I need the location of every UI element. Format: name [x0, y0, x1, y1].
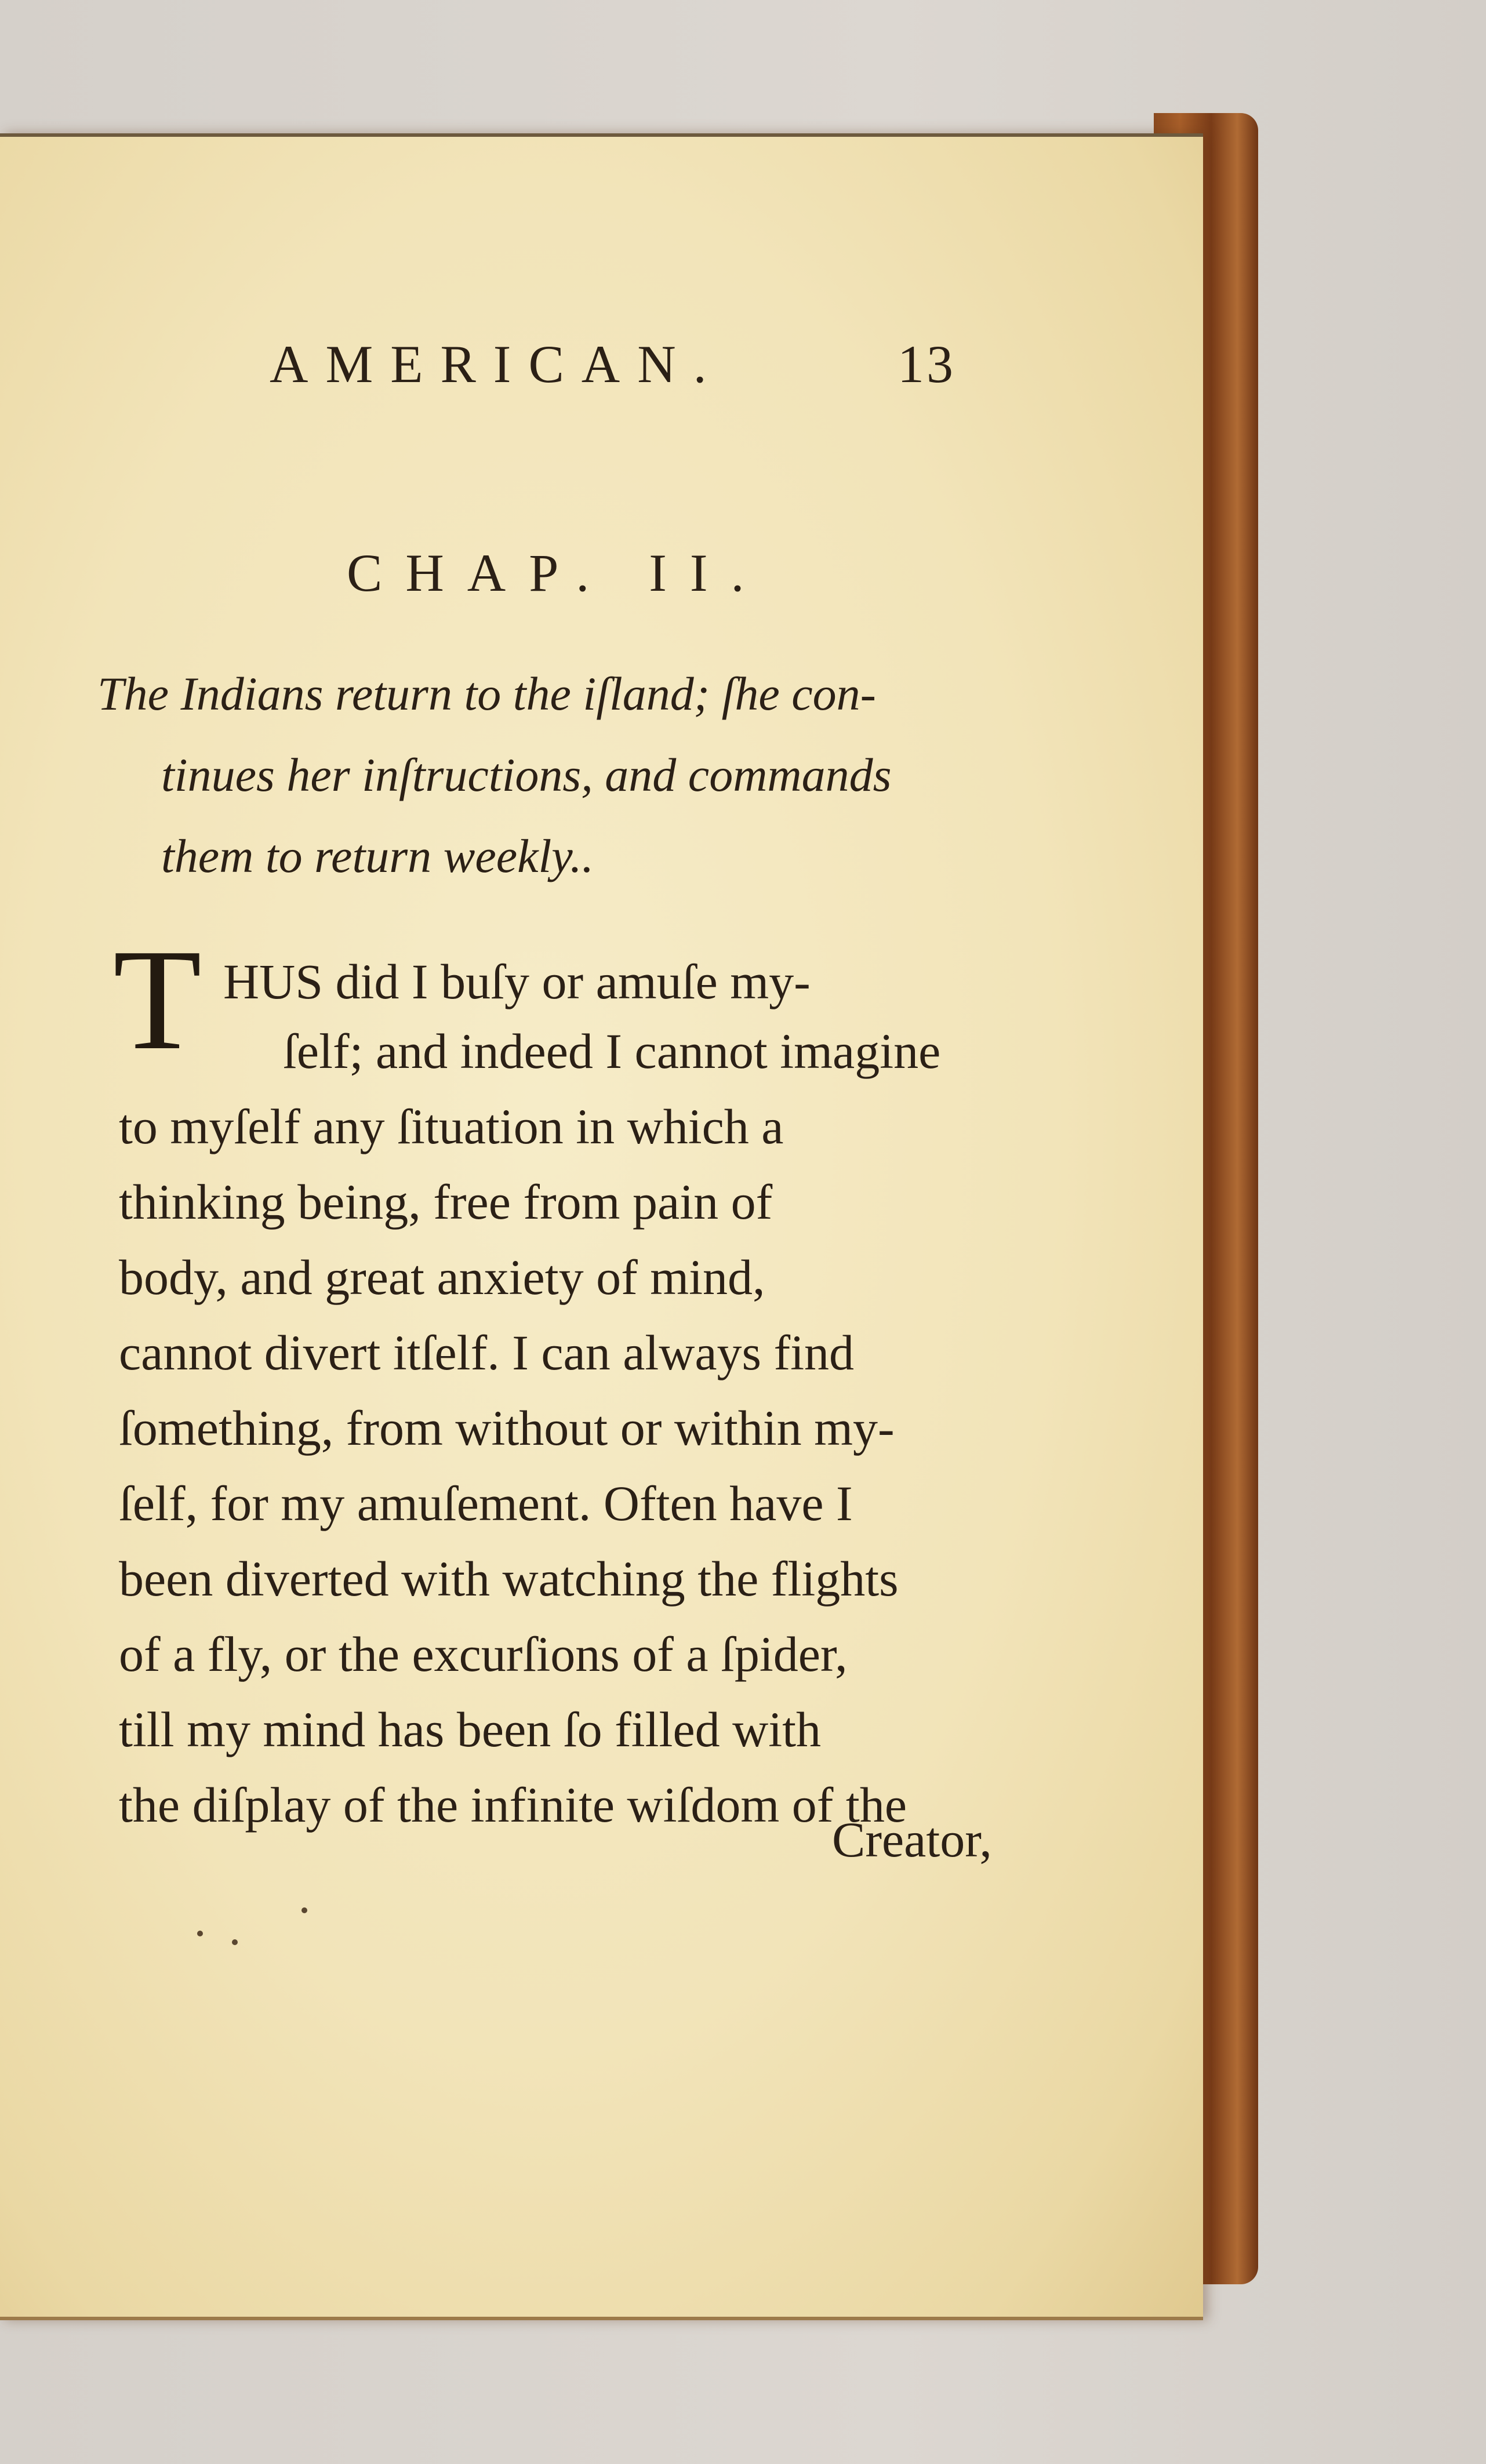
- body-line: ſomething, from without or within my-: [119, 1400, 895, 1456]
- drop-cap: T: [113, 920, 202, 1080]
- body-line: been diverted with watching the flights: [119, 1551, 899, 1607]
- chapter-summary-line: The Indians return to the iſland; ſhe con-: [97, 667, 876, 720]
- body-line: the diſplay of the infinite wiſdom of the: [119, 1777, 907, 1833]
- body-line: body, and great anxiety of mind,: [119, 1249, 765, 1305]
- ink-speck: [301, 1907, 307, 1913]
- chapter-summary-line: them to return weekly..: [161, 830, 594, 882]
- body-line: thinking being, free from pain of: [119, 1174, 773, 1230]
- ink-speck: [197, 1931, 203, 1936]
- ink-speck: [232, 1939, 238, 1945]
- body-line: ſelf; and indeed I cannot imagine: [283, 1023, 941, 1079]
- body-line: to myſelf any ſituation in which a: [119, 1099, 784, 1154]
- page-number: 13: [898, 335, 955, 394]
- body-line: till my mind has been ſo filled with: [119, 1702, 822, 1757]
- body-line: of a fly, or the excurſions of a ſpider,: [119, 1626, 848, 1682]
- chapter-heading: CHAP. II.: [347, 543, 768, 602]
- running-head: AMERICAN.: [270, 335, 724, 394]
- chapter-summary-line: tinues her inſtructions, and commands: [161, 748, 892, 801]
- catchword: Creator,: [832, 1812, 992, 1867]
- body-line: ſelf, for my amuſement. Often have I: [119, 1476, 853, 1531]
- body-line: HUS did I buſy or amuſe my-: [223, 954, 811, 1009]
- body-line: cannot divert itſelf. I can always find: [119, 1325, 855, 1380]
